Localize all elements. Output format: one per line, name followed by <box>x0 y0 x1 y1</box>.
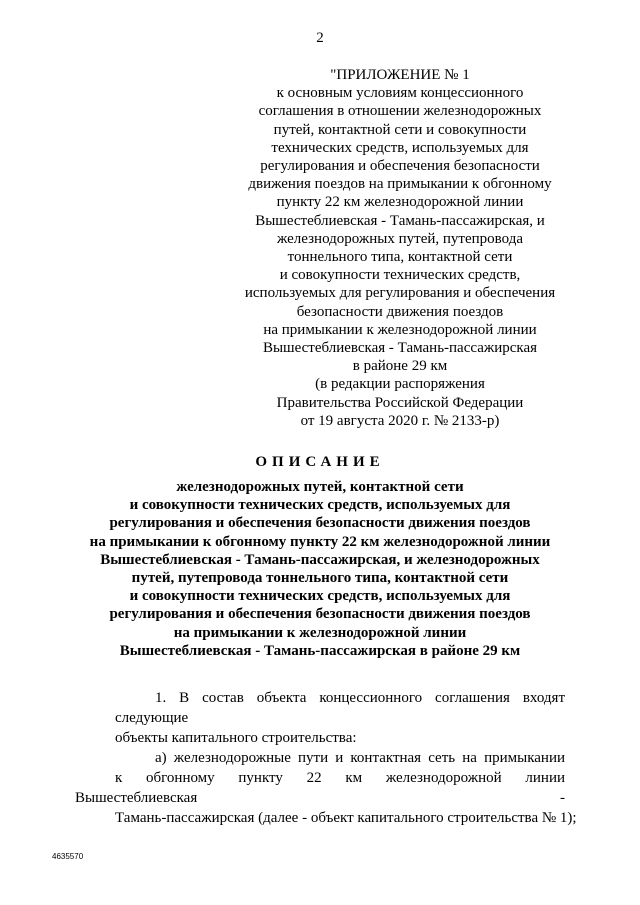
appendix-line: технических средств, используемых для <box>271 139 529 156</box>
page-number: 2 <box>316 30 324 46</box>
body-text <box>75 688 577 828</box>
appendix-line: от 19 августа 2020 г. № 2133-р) <box>300 412 500 429</box>
document-code: 4635570 <box>52 852 84 861</box>
paragraph-line: Тамань-пассажирская (далее - объект капитального строительства № 1); <box>115 810 577 826</box>
appendix-line: Вышестеблиевская - Тамань-пассажирская <box>262 340 538 357</box>
appendix-line: Вышестеблиевская - Тамань-пассажирская, и <box>255 212 545 229</box>
appendix-line: в районе 29 км <box>352 358 448 375</box>
subtitle-line: Вышестеблиевская - Тамань-пассажирская в районе 29 км <box>119 642 521 659</box>
appendix-header <box>230 66 570 430</box>
appendix-line: "ПРИЛОЖЕНИЕ № 1 <box>330 67 470 83</box>
appendix-line: и совокупности технических средств, <box>279 267 521 284</box>
appendix-line: на примыкании к железнодорожной линии <box>263 321 537 338</box>
subtitle-line: на примыкании к железнодорожной линии <box>173 624 467 641</box>
subtitle-line: регулирования и обеспечения безопасности движения поездов <box>109 606 531 623</box>
appendix-line: используемых для регулирования и обеспечения <box>244 285 556 302</box>
paragraph-line: а) железнодорожные пути и контактная сеть на примыкании <box>155 750 565 766</box>
subtitle-line: Вышестеблиевская - Тамань-пассажирская, и железнодорожных <box>100 551 540 568</box>
document-subtitle <box>60 478 580 660</box>
paragraph-line: объекты капитального строительства: <box>115 730 357 746</box>
appendix-line: Правительства Российской Федерации <box>276 394 524 411</box>
document-title: ОПИСАНИЕ <box>255 454 385 470</box>
paragraph-line: 1. В состав объекта концессионного соглашения входят следующие <box>115 690 565 726</box>
appendix-line: безопасности движения поездов <box>296 303 504 320</box>
appendix-line: регулирования и обеспечения безопасности <box>260 158 540 175</box>
paragraph-2 <box>75 748 577 828</box>
appendix-line: тоннельного типа, контактной сети <box>287 249 513 266</box>
appendix-line: (в редакции распоряжения <box>315 376 485 393</box>
subtitle-line: на примыкании к обгонному пункту 22 км железнодорожной линии <box>89 533 551 550</box>
subtitle-line: железнодорожных путей, контактной сети <box>176 479 464 495</box>
subtitle-line: и совокупности технических средств, используемых для <box>129 497 511 514</box>
subtitle-line: путей, путепровода тоннельного типа, контактной сети <box>131 570 509 587</box>
paragraph-1 <box>75 688 565 748</box>
appendix-line: пункту 22 км железнодорожной линии <box>276 194 524 211</box>
appendix-line: соглашения в отношении железнодорожных <box>258 103 542 120</box>
subtitle-line: и совокупности технических средств, используемых для <box>129 588 511 605</box>
paragraph-line: к обгонному пункту 22 км железнодорожной линии Вышестеблиевская - <box>75 770 565 806</box>
appendix-line: к основным условиям концессионного <box>276 85 524 102</box>
appendix-line: железнодорожных путей, путепровода <box>276 230 524 247</box>
appendix-line: путей, контактной сети и совокупности <box>273 121 527 138</box>
subtitle-line: регулирования и обеспечения безопасности движения поездов <box>109 515 531 532</box>
appendix-line: движения поездов на примыкании к обгонному <box>248 176 552 193</box>
